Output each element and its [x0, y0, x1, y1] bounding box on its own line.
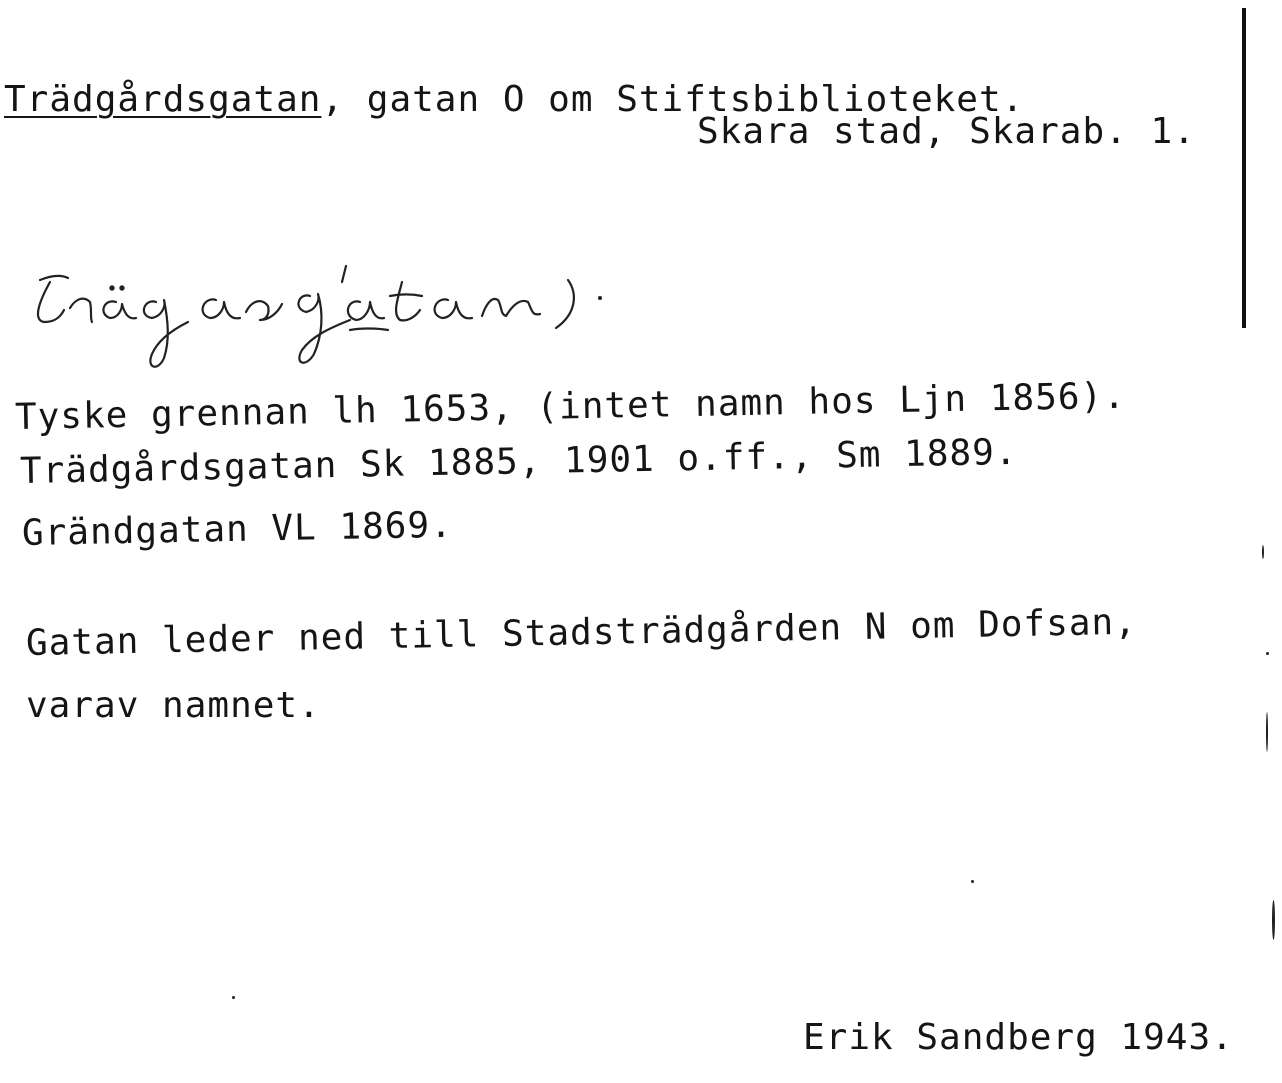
scan-speck: [1262, 545, 1264, 559]
handwritten-annotation: [20, 240, 720, 380]
scan-speck: [971, 880, 974, 883]
body-line-4: Gatan leder ned till Stadsträdgården N om Dofsan,: [25, 601, 1138, 664]
scan-speck: [1266, 712, 1268, 752]
headword: Trädgårdsgatan: [4, 79, 322, 120]
body-line-1: Tyske grennan lh 1653, (intet namn hos Ljn 1856).: [14, 375, 1127, 438]
location-line: Skara stad, Skarab. 1.: [697, 111, 1196, 152]
scan-speck: [1266, 652, 1269, 655]
body-line-2: Trädgårdsgatan Sk 1885, 1901 o.ff., Sm 1889.: [19, 431, 1018, 492]
body-line-3: Grändgatan VL 1869.: [21, 504, 454, 554]
body-line-5: varav namnet.: [26, 685, 321, 726]
header-description: , gatan O om Stiftsbiblioteket.: [321, 79, 1025, 120]
scan-speck: [232, 996, 235, 999]
card-right-border: [1242, 8, 1246, 328]
signature: Erik Sandberg 1943.: [803, 1017, 1234, 1058]
scan-speck: [1272, 900, 1275, 940]
